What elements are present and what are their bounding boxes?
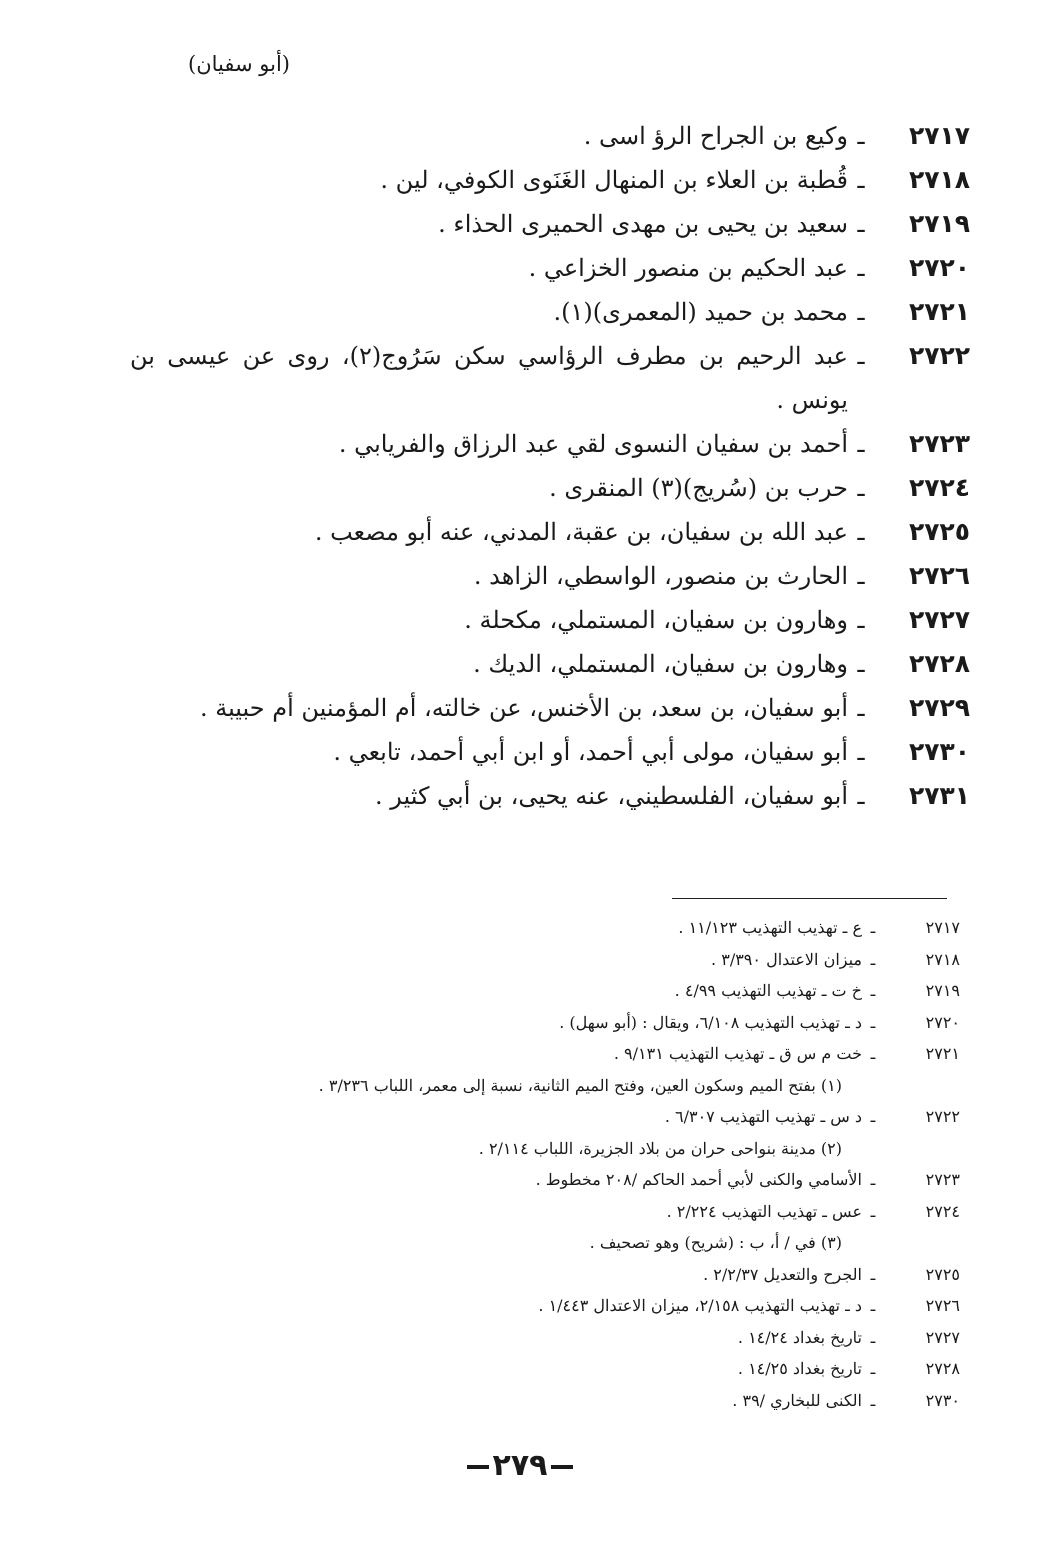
entry-text: حرب بن (سُريج)(٣) المنقرى . — [549, 474, 848, 502]
entry-number: ٢٧١٨ — [908, 165, 970, 194]
note-text: الأسامي والكنى لأبي أحمد الحاكم /٢٠٨ مخطوط . — [535, 1170, 862, 1189]
note-dash: ـ — [870, 1107, 876, 1126]
note-text: خت م س ق ـ تهذيب التهذيب ٩/١٣١ . — [613, 1044, 862, 1063]
note-row — [260, 1259, 960, 1291]
entry-dash: ـ — [857, 122, 865, 150]
entry-number: ٢٧٢٠ — [908, 253, 970, 282]
note-text: الكنى للبخاري /٣٩ . — [732, 1390, 862, 1410]
entry-dash: ـ — [857, 254, 865, 282]
note-text: د ـ تهذيب التهذيب ٦/١٠٨، ويقال : (أبو سهل) . — [559, 1012, 862, 1032]
entry-dash: ـ — [857, 298, 865, 326]
entry-row — [130, 554, 970, 598]
note-dash: ـ — [870, 1390, 876, 1410]
note-dash: ـ — [870, 1201, 876, 1221]
note-row — [260, 1007, 960, 1039]
source-notes — [260, 912, 960, 1416]
note-row — [260, 912, 960, 944]
note-dash: ـ — [870, 1170, 876, 1189]
note-number: ٢٧٢٥ — [925, 1264, 960, 1284]
entry-number: ٢٧٢٣ — [908, 429, 970, 458]
entry-dash: ـ — [857, 562, 865, 590]
note-dash: ـ — [870, 1044, 876, 1063]
note-text: (٢) مدينة بنواحى حران من بلاد الجزيرة، اللباب ٢/١١٤ . — [478, 1138, 842, 1158]
entry-dash: ـ — [857, 430, 865, 458]
entry-row — [130, 158, 970, 202]
entry-row — [130, 642, 970, 686]
entry-number: ٢٧٢٦ — [908, 561, 970, 590]
entry-number: ٢٧١٧ — [908, 121, 970, 150]
entry-row — [130, 422, 970, 466]
entry-dash: ـ — [857, 738, 865, 766]
entry-number: ٢٧٢٧ — [908, 605, 970, 634]
note-dash: ـ — [870, 1359, 876, 1378]
entry-number: ٢٧٢١ — [908, 297, 970, 326]
note-text: د س ـ تهذيب التهذيب ٦/٣٠٧ . — [664, 1107, 862, 1126]
entry-row — [130, 774, 970, 818]
note-dash: ـ — [870, 1296, 876, 1315]
note-number: ٢٧٢١ — [925, 1044, 960, 1063]
entry-dash: ـ — [857, 474, 865, 502]
entry-dash: ـ — [857, 210, 865, 238]
entry-dash: ـ — [857, 342, 865, 370]
note-text: ع ـ تهذيب التهذيب ١١/١٢٣ . — [678, 918, 862, 937]
note-row — [260, 1101, 960, 1133]
note-number: ٢٧٢٨ — [925, 1359, 960, 1378]
footnote-row — [260, 1227, 960, 1259]
entry-number: ٢٧٢٨ — [908, 649, 970, 678]
entry-number: ٢٧٣٠ — [908, 737, 970, 766]
note-text: ميزان الاعتدال ٣/٣٩٠ . — [711, 949, 862, 969]
note-dash: ـ — [870, 1327, 876, 1347]
note-row — [260, 1290, 960, 1322]
note-number: ٢٧١٩ — [925, 981, 960, 1000]
entry-number: ٢٧١٩ — [908, 209, 970, 238]
note-text: عس ـ تهذيب التهذيب ٢/٢٢٤ . — [666, 1201, 862, 1221]
entry-number: ٢٧٣١ — [908, 781, 970, 810]
entry-text: أبو سفيان، الفلسطيني، عنه يحيى، بن أبي كثير . — [374, 782, 848, 810]
page-number-dash-left — [467, 1465, 489, 1469]
entry-number: ٢٧٢٩ — [908, 693, 970, 722]
entry-dash: ـ — [857, 166, 865, 194]
note-dash: ـ — [870, 981, 876, 1000]
entry-text: سعيد بن يحيى بن مهدى الحميرى الحذاء . — [438, 210, 848, 238]
note-row — [260, 1353, 960, 1385]
running-head: (أبو سفيان) — [188, 52, 290, 76]
entry-row — [130, 598, 970, 642]
entry-text: وهارون بن سفيان، المستملي، الديك . — [473, 650, 848, 678]
note-row — [260, 1164, 960, 1196]
entry-row — [130, 686, 970, 730]
entry-number: ٢٧٢٥ — [908, 517, 970, 546]
page-number — [440, 1448, 600, 1483]
entry-dash: ـ — [857, 606, 865, 634]
entry-row — [130, 202, 970, 246]
entry-number: ٢٧٢٤ — [908, 473, 970, 502]
entry-text: محمد بن حميد (المعمرى)(١). — [553, 298, 848, 326]
note-text: الجرح والتعديل ٢/٢/٣٧ . — [703, 1264, 862, 1284]
entry-text: أحمد بن سفيان النسوى لقي عبد الرزاق والفريابي . — [338, 430, 848, 458]
entry-dash: ـ — [857, 694, 865, 722]
entry-row — [130, 466, 970, 510]
entry-row — [130, 730, 970, 774]
note-row — [260, 1322, 960, 1354]
footnote-row — [260, 1133, 960, 1165]
note-row — [260, 975, 960, 1007]
note-number: ٢٧٢٠ — [925, 1012, 960, 1032]
entry-row — [130, 114, 970, 158]
note-text: تاريخ بغداد ١٤/٢٤ . — [737, 1327, 862, 1347]
note-row — [260, 1038, 960, 1070]
note-dash: ـ — [870, 949, 876, 969]
note-number: ٢٧٢٣ — [925, 1170, 960, 1189]
note-number: ٢٧١٧ — [925, 918, 960, 937]
note-text: تاريخ بغداد ١٤/٢٥ . — [737, 1359, 862, 1378]
note-dash: ـ — [870, 1012, 876, 1032]
entry-text: قُطبة بن العلاء بن المنهال الغَنَوى الكوفي، لين . — [380, 166, 848, 194]
entry-text: أبو سفيان، مولى أبي أحمد، أو ابن أبي أحمد، تابعي . — [333, 738, 848, 766]
page-number-dash-right — [551, 1465, 573, 1469]
entry-dash: ـ — [857, 650, 865, 678]
entry-row — [130, 290, 970, 334]
entry-text: عبد الرحيم بن مطرف الرؤاسي سكن سَرُوج(٢)، روى عن عيسى بن يونس . — [130, 342, 848, 414]
note-number: ٢٧١٨ — [925, 949, 960, 969]
entry-row — [130, 510, 970, 554]
entry-text: الحارث بن منصور، الواسطي، الزاهد . — [473, 562, 848, 590]
entry-text: وهارون بن سفيان، المستملي، مكحلة . — [464, 606, 848, 634]
entry-dash: ـ — [857, 518, 865, 546]
entry-dash: ـ — [857, 782, 865, 810]
note-number: ٢٧٣٠ — [925, 1390, 960, 1410]
note-row — [260, 1196, 960, 1228]
note-number: ٢٧٢٤ — [925, 1201, 960, 1221]
note-text: خ ت ـ تهذيب التهذيب ٤/٩٩ . — [674, 981, 862, 1000]
note-row — [260, 1385, 960, 1417]
footnote-separator — [672, 898, 947, 899]
entry-number: ٢٧٢٢ — [908, 341, 970, 370]
note-number: ٢٧٢٢ — [925, 1107, 960, 1126]
note-dash: ـ — [870, 1264, 876, 1284]
note-dash: ـ — [870, 918, 876, 937]
entry-text: وكيع بن الجراح الرؤ اسى . — [583, 122, 848, 150]
footnote-row — [260, 1070, 960, 1102]
note-text: (٣) في / أ، ب : (شريح) وهو تصحيف . — [589, 1233, 842, 1252]
note-number: ٢٧٢٦ — [925, 1296, 960, 1315]
entry-text: عبد الله بن سفيان، بن عقبة، المدني، عنه أبو مصعب . — [314, 518, 848, 546]
entry-text: أبو سفيان، بن سعد، بن الأخنس، عن خالته، أم المؤمنين أم حبيبة . — [199, 694, 848, 722]
note-text: (١) بفتح الميم وسكون العين، وفتح الميم الثانية، نسبة إلى معمر، اللباب ٣/٢٣٦ . — [318, 1075, 842, 1095]
note-number: ٢٧٢٧ — [925, 1327, 960, 1347]
entry-row — [130, 246, 970, 290]
page-number-value: ٢٧٩ — [492, 1448, 548, 1483]
entry-text: عبد الحكيم بن منصور الخزاعي . — [528, 254, 848, 282]
note-text: د ـ تهذيب التهذيب ٢/١٥٨، ميزان الاعتدال ١/٤٤٣ . — [538, 1296, 862, 1315]
note-row — [260, 944, 960, 976]
biography-entries — [130, 114, 970, 818]
entry-row — [130, 334, 970, 422]
